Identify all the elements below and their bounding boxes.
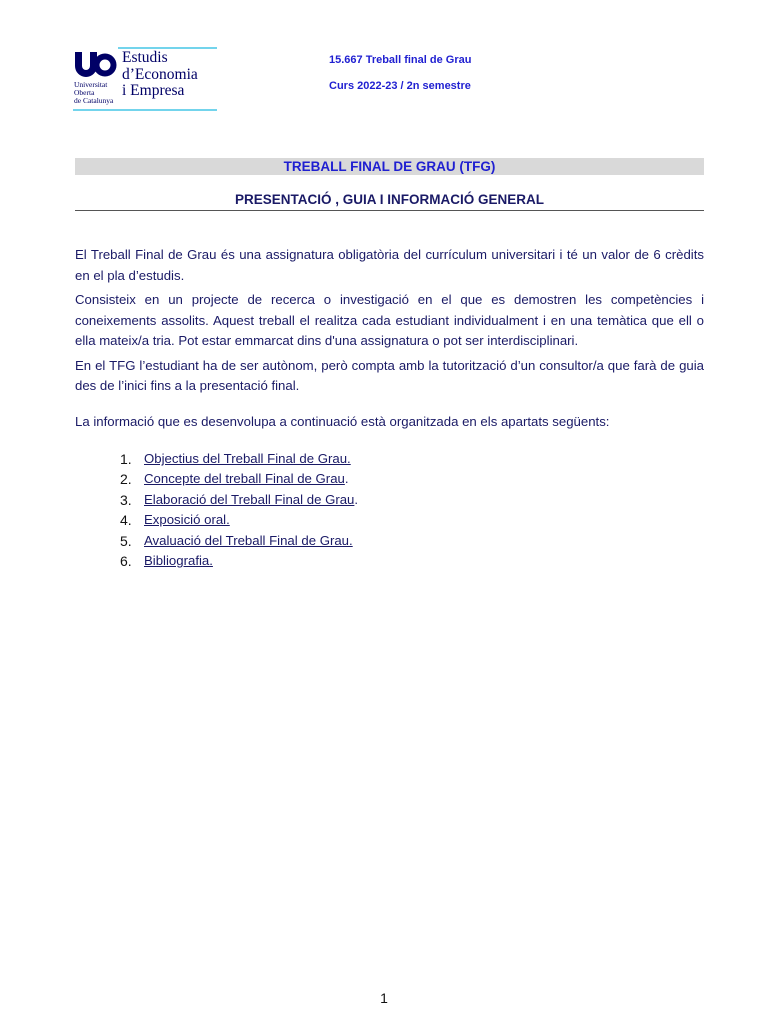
sections-intro: La informació que es desenvolupa a continuació està organitzada en els apartats següents: — [75, 413, 610, 429]
wordmark-line-1: Estudis — [122, 49, 168, 66]
logo-bottom-rule — [73, 109, 217, 111]
faculty-wordmark — [122, 50, 198, 100]
section-suffix: . — [354, 491, 359, 507]
paragraph-1: El Treball Final de Grau és una assignatura obligatòria del currículum universitari i té un valor de 6 crèdits en el pla d’estudis. — [75, 247, 704, 283]
section-link-avaluacio[interactable]: Avaluació del Treball Final de Grau. — [144, 532, 353, 548]
document-body — [75, 245, 704, 571]
section-suffix: . — [344, 471, 349, 487]
section-link-concepte[interactable]: Concepte del treball Final de Grau — [144, 471, 345, 487]
section-item — [120, 551, 704, 571]
university-line-1: Universitat — [74, 80, 108, 89]
section-item — [120, 531, 704, 551]
course-term: Curs 2022-23 / 2n semestre — [329, 80, 471, 92]
uoc-mark-icon — [74, 51, 118, 77]
university-line-2: Oberta — [74, 88, 95, 97]
section-link-elaboracio[interactable]: Elaboració del Treball Final de Grau — [144, 491, 355, 507]
page-number: 1 — [380, 990, 388, 1006]
university-line-3: de Catalunya — [74, 96, 114, 105]
section-number: 4. — [120, 512, 132, 529]
subtitle-divider — [75, 210, 704, 211]
uoc-logo — [73, 47, 217, 111]
paragraph-2: Consisteix en un projecte de recerca o investigació en el que es demostren les competències i coneixements assolits. Aquest treball el realitza cada estudiant individualment i en una temàtica que ell o ella mateix/a tria. Pot estar emmarcat dins d'una assignatura o pot ser interdisciplinari. — [75, 292, 704, 348]
section-number: 5. — [120, 532, 132, 549]
course-code: 15.667 Treball final de Grau — [329, 54, 472, 66]
document-subtitle: PRESENTACIÓ , GUIA I INFORMACIÓ GENERAL — [234, 192, 544, 207]
section-number: 2. — [120, 471, 132, 488]
document-title: TREBALL FINAL DE GRAU (TFG) — [283, 159, 496, 174]
section-link-objectius[interactable]: Objectius del Treball Final de Grau. — [144, 451, 351, 466]
section-item — [120, 510, 704, 530]
section-item — [120, 490, 704, 510]
paragraph-3: En el TFG l’estudiant ha de ser autònom, però compta amb la tutorització d’un consultor/a que farà de guia des de l’inici fins a la presentació final. — [75, 357, 704, 393]
section-item — [120, 469, 704, 489]
section-link-exposicio[interactable]: Exposició oral. — [144, 512, 230, 528]
wordmark-line-2: d’Economia — [122, 65, 198, 83]
university-name — [74, 81, 113, 105]
section-link-bibliografia[interactable]: Bibliografia. — [144, 553, 213, 569]
section-number: 3. — [120, 491, 132, 508]
section-number: 1. — [120, 451, 132, 467]
section-item — [120, 449, 704, 469]
wordmark-line-3: i Empresa — [122, 82, 185, 99]
section-number: 6. — [120, 553, 132, 570]
sections-list — [120, 449, 704, 571]
